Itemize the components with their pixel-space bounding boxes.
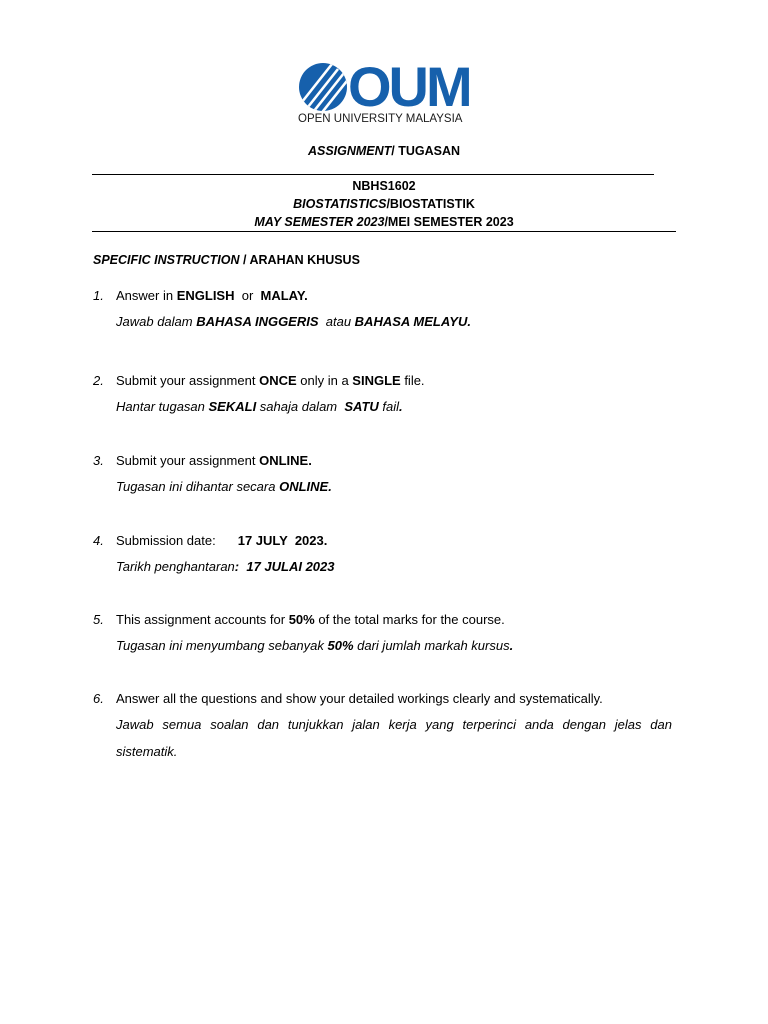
semester-ms: /MEI SEMESTER 2023: [384, 215, 514, 229]
course-name-en: BIOSTATISTICS: [293, 197, 387, 211]
item-text-en: This assignment accounts for 50% of the total marks for the course.: [116, 612, 505, 627]
oum-subtitle: OPEN UNIVERSITY MALAYSIA: [298, 113, 463, 125]
item-text-ms: Jawab dalam BAHASA INGGERIS atau BAHASA MELAYU.: [116, 314, 471, 329]
item-number: 2.: [93, 373, 104, 388]
item-text-en: Submission date: 17 JULY 2023.: [116, 533, 328, 548]
item-text-en: Submit your assignment ONCE only in a SINGLE file.: [116, 373, 425, 388]
divider-bottom: [92, 231, 676, 232]
item-text-en: Answer all the questions and show your detailed workings clearly and systematically.: [116, 691, 603, 706]
oum-wordmark: OUM: [348, 55, 470, 118]
specific-instruction-heading: [93, 252, 360, 268]
item-text-ms: Jawab semua soalan dan tunjukkan jalan kerja yang terperinci anda dengan jelas dan sistematik.: [116, 717, 672, 759]
oum-logo: [298, 55, 473, 128]
heading-en: SPECIFIC INSTRUCTION: [93, 253, 240, 267]
item-number: 3.: [93, 453, 104, 468]
item-text-ms: Tugasan ini menyumbang sebanyak 50% dari jumlah markah kursus.: [116, 638, 514, 653]
semester: [0, 214, 768, 230]
item-text-ms: Hantar tugasan SEKALI sahaja dalam SATU fail.: [116, 399, 403, 414]
item-text-ms: Tarikh penghantaran: 17 JULAI 2023: [116, 559, 335, 574]
item-number: 5.: [93, 612, 104, 627]
divider-top: [92, 174, 654, 175]
item-text-ms: Tugasan ini dihantar secara ONLINE.: [116, 479, 332, 494]
oum-globe-icon: [298, 62, 348, 112]
item-number: 6.: [93, 691, 104, 706]
item-number: 4.: [93, 533, 104, 548]
heading-ms: / ARAHAN KHUSUS: [239, 253, 360, 267]
assignment-title-ms: / TUGASAN: [391, 144, 461, 158]
course-code: NBHS1602: [352, 179, 416, 193]
semester-en: MAY SEMESTER 2023: [254, 215, 385, 229]
course-name-ms: /BIOSTATISTIK: [386, 197, 475, 211]
item-text-en: Answer in ENGLISH or MALAY.: [116, 288, 308, 303]
item-text-en: Submit your assignment ONLINE.: [116, 453, 312, 468]
assignment-title: [0, 143, 768, 159]
course-name: [0, 196, 768, 212]
assignment-title-en: ASSIGNMENT: [307, 144, 392, 158]
item-number: 1.: [93, 288, 104, 303]
